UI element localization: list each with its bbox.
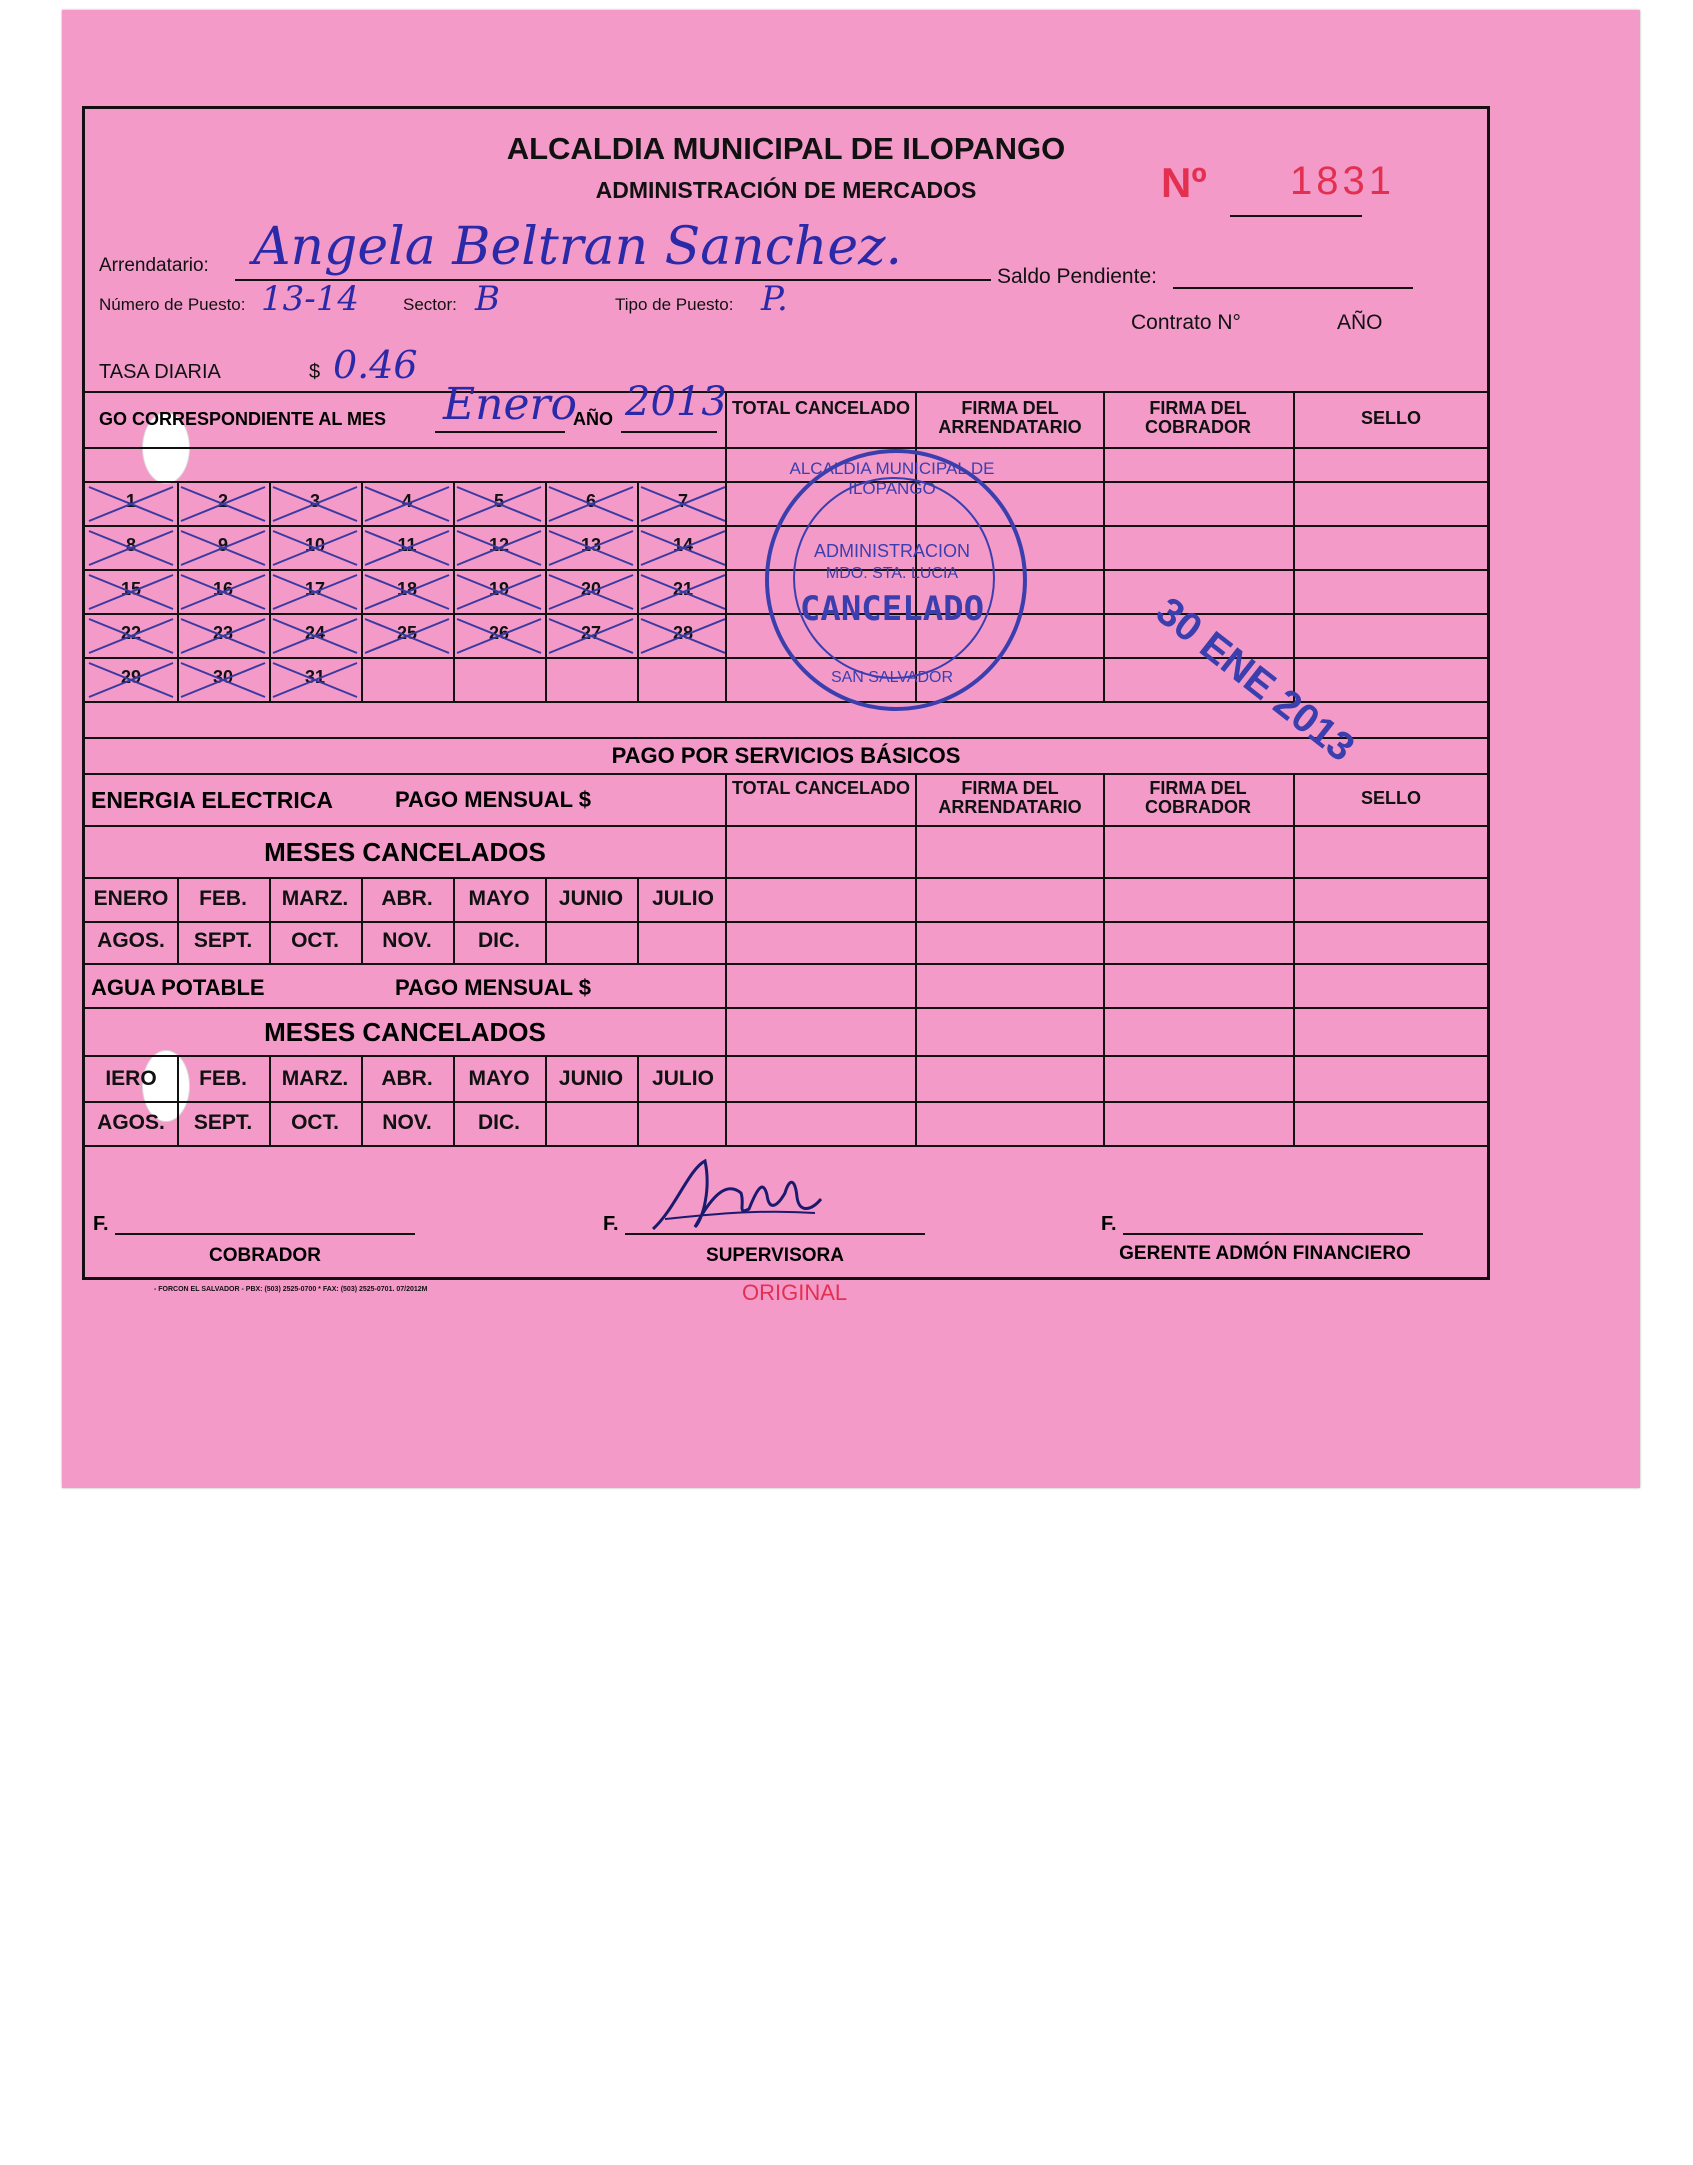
number-label: Nº <box>1161 159 1207 206</box>
day-cell-1: 1 <box>125 491 136 511</box>
day-cell-21: 21 <box>672 579 694 599</box>
day-cross-30 <box>181 663 265 697</box>
agua-month-9: SEPT. <box>193 1111 253 1134</box>
cobrador-label: COBRADOR <box>209 1245 321 1266</box>
day-cross-5 <box>457 487 541 521</box>
day-cross-marks <box>85 481 725 701</box>
original-label: ORIGINAL <box>742 1280 848 1305</box>
puesto-value: 13-14 <box>261 279 360 319</box>
tasa-currency: $ <box>309 361 321 383</box>
col-sello: SELLO <box>1360 408 1421 428</box>
mes-underline <box>435 431 565 433</box>
day-cell-24: 24 <box>304 623 326 643</box>
day-cell-18: 18 <box>396 579 418 599</box>
day-cell-29: 29 <box>120 667 142 687</box>
day-cross-29 <box>89 663 173 697</box>
agua-month-11: NOV. <box>382 1111 432 1134</box>
day-cross-15 <box>89 575 173 609</box>
services-col-firma-arr: FIRMA DEL ARRENDATARIO <box>938 778 1082 817</box>
services-col-firma-cob: FIRMA DEL COBRADOR <box>1145 778 1251 817</box>
day-cell-2: 2 <box>217 491 228 511</box>
day-cross-9 <box>181 531 265 565</box>
day-cross-23 <box>181 619 265 653</box>
f-cobrador: F. <box>93 1213 109 1235</box>
arrendatario-value: Angela Beltran Sanchez. <box>253 217 903 277</box>
puesto-label: Número de Puesto: <box>99 295 246 314</box>
day-cell-30: 30 <box>212 667 234 687</box>
agua-label: AGUA POTABLE <box>91 975 265 1000</box>
day-cross-24 <box>273 619 357 653</box>
day-cross-28 <box>641 619 725 653</box>
col-firma-cobrador: FIRMA DEL COBRADOR <box>1145 398 1251 437</box>
day-cross-22 <box>89 619 173 653</box>
day-cross-25 <box>365 619 449 653</box>
energia-month-2: FEB. <box>199 887 247 910</box>
gerente-line <box>1123 1233 1423 1235</box>
agua-pago-label: PAGO MENSUAL $ <box>395 975 591 1000</box>
pago-anio-value: 2013 <box>625 379 727 425</box>
day-cell-3: 3 <box>309 491 320 511</box>
agua-month-3: MARZ. <box>281 1067 349 1090</box>
day-cross-14 <box>641 531 725 565</box>
energia-meses-title: MESES CANCELADOS <box>264 837 546 867</box>
receipt-number: 1831 <box>1290 159 1395 203</box>
contrato-label: Contrato N° <box>1131 311 1241 334</box>
number-underline <box>1230 215 1362 217</box>
day-cross-13 <box>549 531 633 565</box>
col-total-cancelado: TOTAL CANCELADO <box>732 398 910 418</box>
day-cross-31 <box>273 663 357 697</box>
sector-value: B <box>475 279 500 319</box>
arrendatario-label: Arrendatario: <box>99 255 209 276</box>
day-cell-31: 31 <box>304 667 326 687</box>
f-supervisora: F. <box>603 1213 619 1235</box>
agua-meses-title: MESES CANCELADOS <box>264 1017 546 1047</box>
energia-label: ENERGIA ELECTRICA <box>91 787 333 813</box>
day-cell-8: 8 <box>125 535 136 555</box>
day-cell-23: 23 <box>212 623 234 643</box>
day-cross-10 <box>273 531 357 565</box>
energia-pago-label: PAGO MENSUAL $ <box>395 787 591 812</box>
day-cross-11 <box>365 531 449 565</box>
stamp-line1: ADMINISTRACION <box>813 541 970 561</box>
day-cell-7: 7 <box>677 491 688 511</box>
anio-label: AÑO <box>1337 311 1383 334</box>
supervisora-signature <box>645 1149 825 1239</box>
day-cell-28: 28 <box>672 623 694 643</box>
services-col-sello: SELLO <box>1360 788 1421 808</box>
day-cross-3 <box>273 487 357 521</box>
day-cell-16: 16 <box>212 579 234 599</box>
tipo-value: P. <box>761 279 788 319</box>
day-cell-22: 22 <box>120 623 142 643</box>
day-cross-4 <box>365 487 449 521</box>
agua-month-5: MAYO <box>468 1067 530 1090</box>
day-cell-5: 5 <box>493 491 504 511</box>
agua-month-6: JUNIO <box>558 1067 624 1090</box>
energia-month-12: DIC. <box>478 929 520 952</box>
stamp-top-arc: ALCALDIA MUNICIPAL DE ILOPANGO <box>789 459 995 498</box>
day-cross-27 <box>549 619 633 653</box>
anio-underline <box>621 431 717 433</box>
energia-month-6: JUNIO <box>558 887 624 910</box>
day-cell-9: 9 <box>217 535 228 555</box>
day-cross-19 <box>457 575 541 609</box>
day-cross-7 <box>641 487 725 521</box>
day-cell-6: 6 <box>585 491 596 511</box>
day-cross-20 <box>549 575 633 609</box>
mes-label: GO CORRESPONDIENTE AL MES <box>99 409 387 429</box>
energia-month-1: ENERO <box>93 887 169 910</box>
energia-month-4: ABR. <box>381 887 433 910</box>
tasa-value: 0.46 <box>333 343 418 387</box>
day-cross-1 <box>89 487 173 521</box>
energia-month-3: MARZ. <box>281 887 349 910</box>
supervisora-label: SUPERVISORA <box>706 1245 844 1266</box>
agua-month-7: JULIO <box>652 1067 714 1090</box>
day-cross-16 <box>181 575 265 609</box>
energia-month-8: AGOS. <box>97 929 165 952</box>
gerente-label: GERENTE ADMÓN FINANCIERO <box>1119 1243 1411 1264</box>
day-cell-26: 26 <box>488 623 510 643</box>
day-cell-14: 14 <box>672 535 694 555</box>
agua-month-4: ABR. <box>381 1067 433 1090</box>
pago-anio-label: AÑO <box>573 409 613 429</box>
stamp-main: CANCELADO <box>799 589 985 629</box>
printer-footer: - FORCON EL SALVADOR - PBX: (503) 2525-0700 * FAX: (503) 2525-0701. 07/2012M <box>154 1286 428 1293</box>
agua-month-2: FEB. <box>199 1067 247 1090</box>
col-firma-arrendatario: FIRMA DEL ARRENDATARIO <box>938 398 1082 437</box>
services-title: PAGO POR SERVICIOS BÁSICOS <box>611 743 961 768</box>
day-cell-17: 17 <box>304 579 326 599</box>
agua-month-1: IERO <box>105 1067 157 1090</box>
date-stamp: 30 ENE 2013 <box>1147 589 1363 771</box>
energia-month-7: JULIO <box>652 887 714 910</box>
day-cell-12: 12 <box>488 535 510 555</box>
energia-month-9: SEPT. <box>193 929 253 952</box>
mes-value: Enero <box>443 379 578 430</box>
agua-month-10: OCT. <box>291 1111 339 1134</box>
day-cross-17 <box>273 575 357 609</box>
day-cell-4: 4 <box>401 491 412 511</box>
day-cross-2 <box>181 487 265 521</box>
energia-month-5: MAYO <box>468 887 530 910</box>
day-cell-10: 10 <box>304 535 326 555</box>
day-cell-11: 11 <box>397 535 417 555</box>
services-col-total: TOTAL CANCELADO <box>732 778 910 798</box>
agua-month-12: DIC. <box>478 1111 520 1134</box>
day-cross-8 <box>89 531 173 565</box>
saldo-line <box>1173 287 1413 289</box>
municipality-title: ALCALDIA MUNICIPAL DE ILOPANGO <box>506 131 1066 166</box>
energia-month-11: NOV. <box>382 929 432 952</box>
day-cross-12 <box>457 531 541 565</box>
day-cross-26 <box>457 619 541 653</box>
day-cross-21 <box>641 575 725 609</box>
day-cross-6 <box>549 487 633 521</box>
saldo-label: Saldo Pendiente: <box>997 265 1157 288</box>
day-cell-25: 25 <box>396 623 418 643</box>
day-cell-19: 19 <box>488 579 510 599</box>
f-gerente: F. <box>1101 1213 1117 1235</box>
day-cell-13: 13 <box>580 535 602 555</box>
day-cell-15: 15 <box>120 579 142 599</box>
stamp-bottom: SAN SALVADOR <box>830 669 954 686</box>
department-subtitle: ADMINISTRACIÓN DE MERCADOS <box>595 177 977 203</box>
stamp-line2: MDO. STA. LUCIA <box>825 565 959 582</box>
energia-month-10: OCT. <box>291 929 339 952</box>
tasa-label: TASA DIARIA <box>99 361 221 383</box>
day-cell-20: 20 <box>580 579 602 599</box>
sector-label: Sector: <box>403 295 457 314</box>
day-cross-18 <box>365 575 449 609</box>
tipo-label: Tipo de Puesto: <box>615 295 734 314</box>
day-cell-27: 27 <box>580 623 602 643</box>
cobrador-line <box>115 1233 415 1235</box>
agua-month-8: AGOS. <box>97 1111 165 1134</box>
receipt-form <box>82 106 1490 1280</box>
